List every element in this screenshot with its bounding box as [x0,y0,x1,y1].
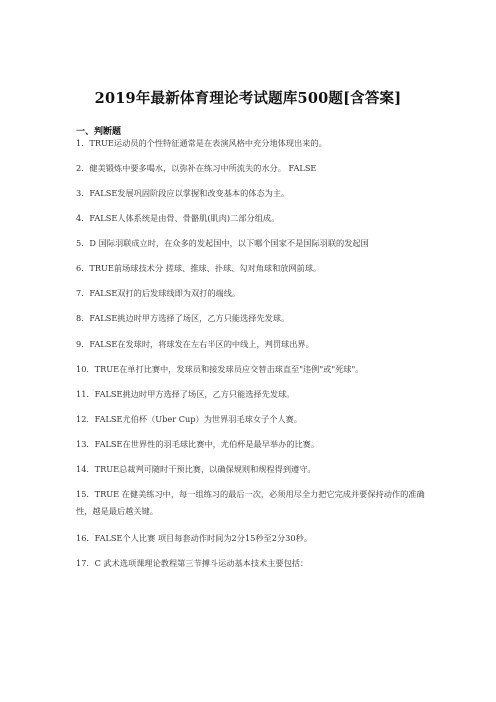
question-item: 15．TRUE 在健美练习中，每一组练习的最后一次，必须用尽全力把它完成并要保持动作的准确性，越是最后越关键。 [76,489,425,516]
question-item: 16．FALSE个人比赛 项目每套动作时间为2分15秒至2分30秒。 [76,533,312,543]
question-item: 14．TRUE总裁判可随时干预比赛，以确保规则和规程得到遵守。 [76,464,316,474]
question-item: 7．FALSE双打的后发球线即为双打的端线。 [76,288,241,298]
question-item: 8．FALSE挑边时甲方选择了场区，乙方只能选择先发球。 [76,313,290,323]
question-item: 5．D 国际羽联成立时，在众多的发起国中，以下哪个国家不是国际羽联的发起国 [76,238,369,248]
question-item: 4．FALSE人体系统是由骨、骨骼肌(肌肉)二部分组成。 [76,213,280,223]
question-item: 3．FALSE发展巩固阶段应以掌握和改变基本的体态为主。 [76,188,290,198]
question-item: 2．健美锻炼中要多喝水，以弥补在练习中所流失的水分。 FALSE [76,163,317,173]
question-item: 9．FALSE在发球时，将球发在左右半区的中线上，判罚球出界。 [76,339,314,349]
question-item: 1．TRUE运动员的个性特征通常是在表演风格中充分地体现出来的。 [76,138,327,148]
question-item: 12．FALSE尤伯杯（Uber Cup）为世界羽毛球女子个人赛。 [76,414,302,424]
question-item: 6．TRUE前场球技术分 搓球、推球、扑球、勾对角球和放网前球。 [76,263,322,273]
section-heading: 一、判断题 [76,127,122,137]
question-item: 11．FALSE挑边时甲方选择了场区，乙方只能选择先发球。 [76,389,295,399]
document-title: 2019年最新体育理论考试题库500题[含答案] [94,90,402,107]
question-item: 10．TRUE在单打比赛中，发球员和接发球员应交替击球直至"违例"或"死球"。 [76,364,364,374]
question-item: 13．FALSE在世界性的羽毛球比赛中，尤伯杯是最早举办的比赛。 [76,439,320,449]
question-item: 17．C 武术选项课理论教程第三节搏斗运动基本技术主要包括： [76,558,309,568]
